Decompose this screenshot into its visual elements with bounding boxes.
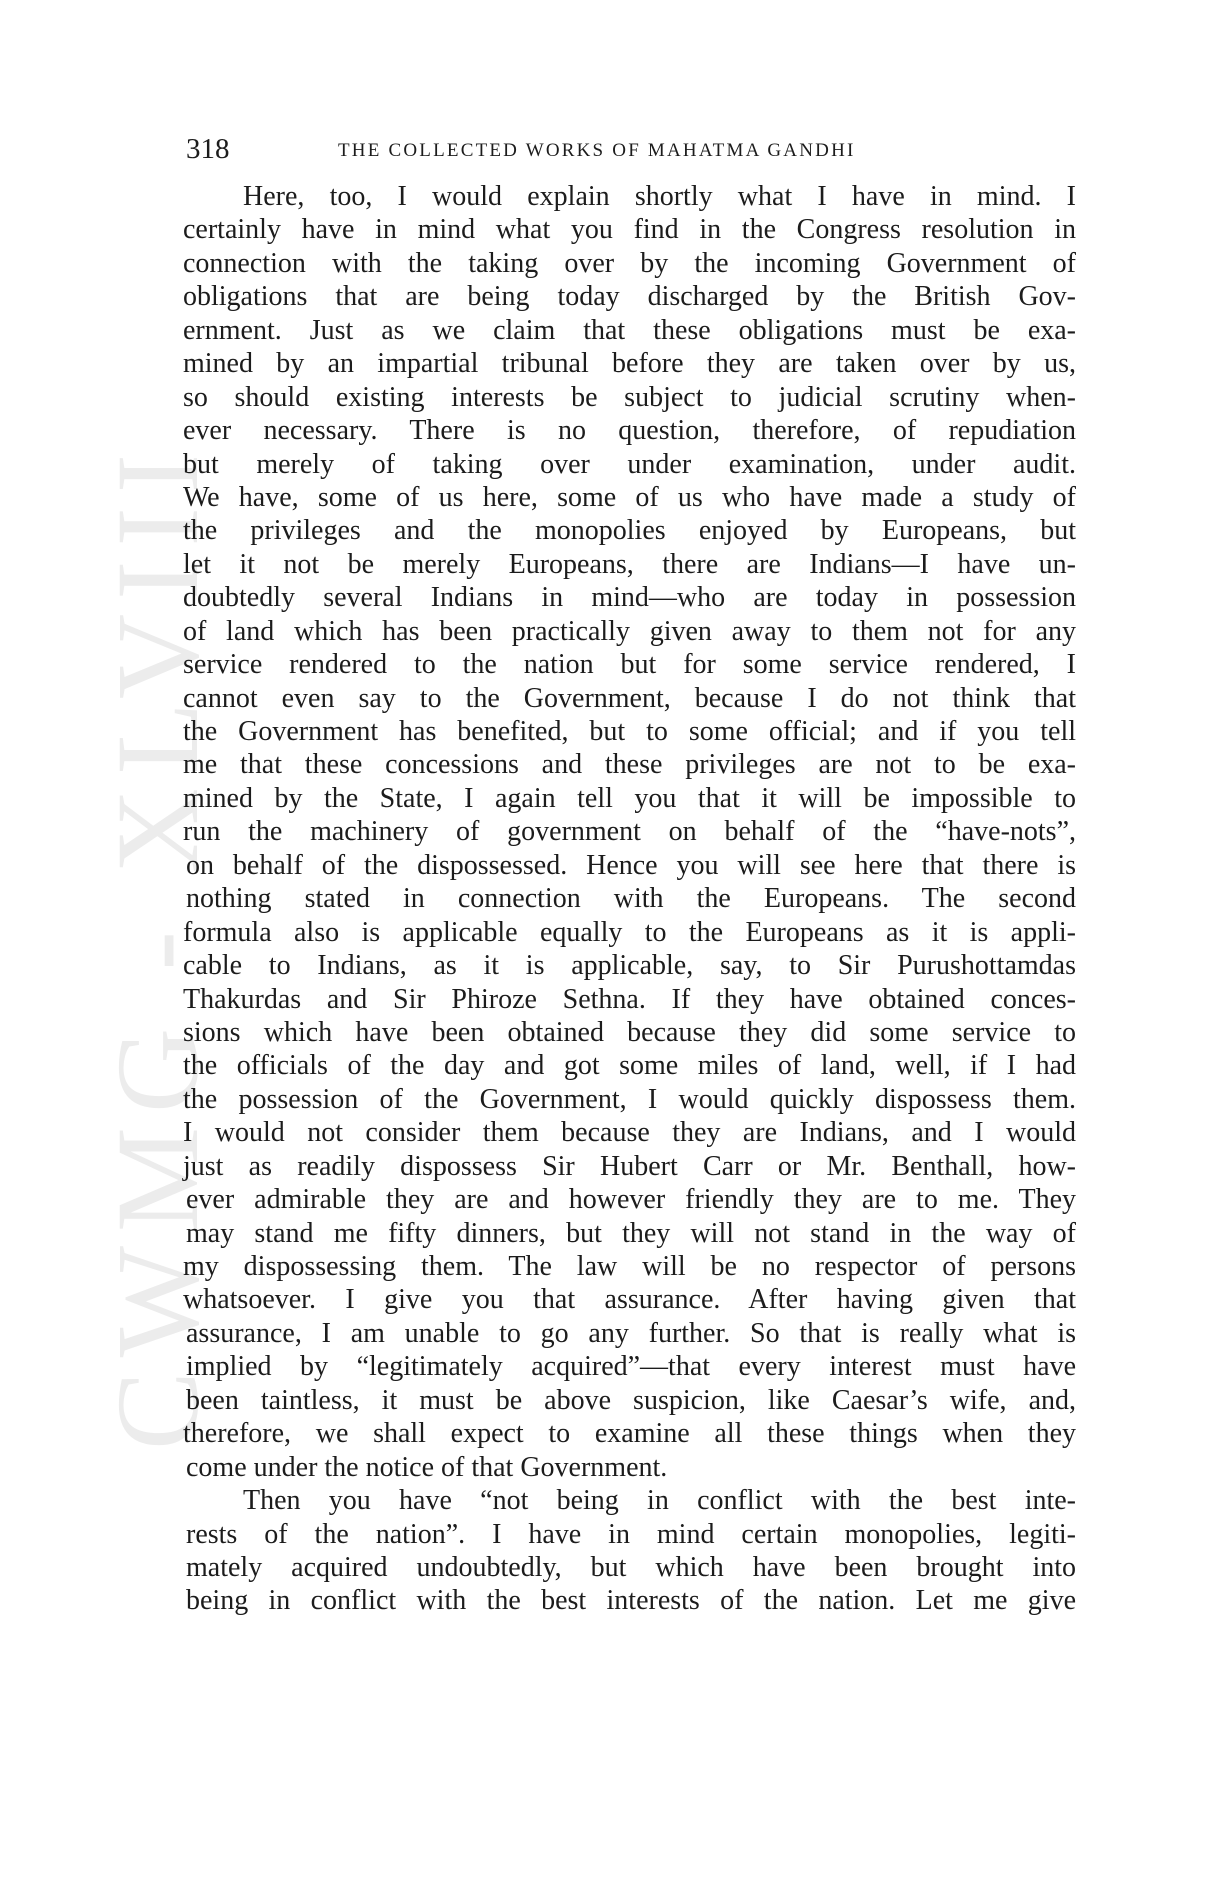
text-line: sions which have been obtained because they did some service to (183, 1016, 1076, 1048)
text-line: ever necessary. There is no question, therefore, of repudiation (183, 415, 1076, 447)
text-line: being in conflict with the best interests of the nation. Let me give (186, 1585, 1076, 1617)
body-text (183, 180, 1076, 1618)
text-line: the privileges and the monopolies enjoyed by Europeans, but (183, 515, 1076, 547)
text-line: me that these concessions and these privileges are not to be exa- (183, 749, 1076, 781)
text-line: the officials of the day and got some miles of land, well, if I had (183, 1050, 1076, 1082)
text-line: connection with the taking over by the incoming Government of (183, 247, 1076, 279)
text-line: mately acquired undoubtedly, but which have been brought into (186, 1551, 1076, 1583)
text-line: been taintless, it must be above suspicion, like Caesar’s wife, and, (186, 1384, 1076, 1416)
paragraph-last-line: come under the notice of that Government. (186, 1451, 668, 1483)
text-line: ernment. Just as we claim that these obligations must be exa- (183, 314, 1076, 346)
paragraph-first-line: Here, too, I would explain shortly what I have in mind. I (243, 181, 1076, 212)
text-line: assurance, I am unable to go any further. So that is really what is (186, 1317, 1076, 1349)
text-line: the possession of the Government, I would quickly dispossess them. (183, 1083, 1076, 1115)
text-line: mined by the State, I again tell you that it will be impossible to (183, 782, 1076, 814)
text-line: cable to Indians, as it is applicable, say, to Sir Purushottamdas (183, 950, 1076, 982)
text-line: certainly have in mind what you find in the Congress resolution in (183, 214, 1076, 246)
text-line: We have, some of us here, some of us who have made a study of (183, 481, 1076, 513)
text-line: mined by an impartial tribunal before they are taken over by us, (183, 348, 1076, 380)
text-line: implied by “legitimately acquired”—that every interest must have (186, 1351, 1076, 1383)
text-line: so should existing interests be subject to judicial scrutiny when- (183, 381, 1076, 413)
text-line: cannot even say to the Government, because I do not think that (183, 682, 1076, 714)
text-line: Thakurdas and Sir Phiroze Sethna. If they have obtained conces- (183, 983, 1076, 1015)
page-number: 318 (186, 133, 230, 165)
text-line: let it not be merely Europeans, there are Indians—I have un- (183, 548, 1076, 580)
text-line: service rendered to the nation but for some service rendered, I (183, 649, 1076, 681)
text-line: whatsoever. I give you that assurance. After having given that (183, 1284, 1076, 1316)
text-line: the Government has benefited, but to some official; and if you tell (183, 716, 1076, 747)
text-line: rests of the nation”. I have in mind certain monopolies, legiti- (186, 1518, 1076, 1550)
watermark-text: CWMG - XLVIII (92, 439, 223, 1451)
text-line: of land which has been practically given away to them not for any (183, 615, 1076, 647)
text-line: my dispossessing them. The law will be no respector of persons (183, 1251, 1076, 1282)
text-line: obligations that are being today discharged by the British Gov- (183, 281, 1076, 313)
text-line: ever admirable they are and however friendly they are to me. They (186, 1184, 1076, 1216)
text-line: just as readily dispossess Sir Hubert Carr or Mr. Benthall, how- (183, 1150, 1076, 1182)
text-line: run the machinery of government on behalf of the “have-nots”, (183, 816, 1076, 848)
text-line: I would not consider them because they are Indians, and I would (183, 1117, 1076, 1149)
text-line: doubtedly several Indians in mind—who are today in possession (183, 582, 1076, 614)
text-line: may stand me fifty dinners, but they will not stand in the way of (186, 1217, 1076, 1249)
text-line: but merely of taking over under examination, under audit. (183, 448, 1076, 480)
text-line: on behalf of the dispossessed. Hence you will see here that there is (186, 849, 1076, 881)
text-line: formula also is applicable equally to the Europeans as it is appli- (183, 916, 1076, 948)
text-line: therefore, we shall expect to examine all these things when they (183, 1418, 1076, 1450)
text-line: nothing stated in connection with the Europeans. The second (186, 883, 1076, 915)
running-title: THE COLLECTED WORKS OF MAHATMA GANDHI (338, 140, 856, 161)
paragraph-first-line: Then you have “not being in conflict with the best inte- (243, 1485, 1076, 1517)
page-header (186, 132, 1086, 172)
